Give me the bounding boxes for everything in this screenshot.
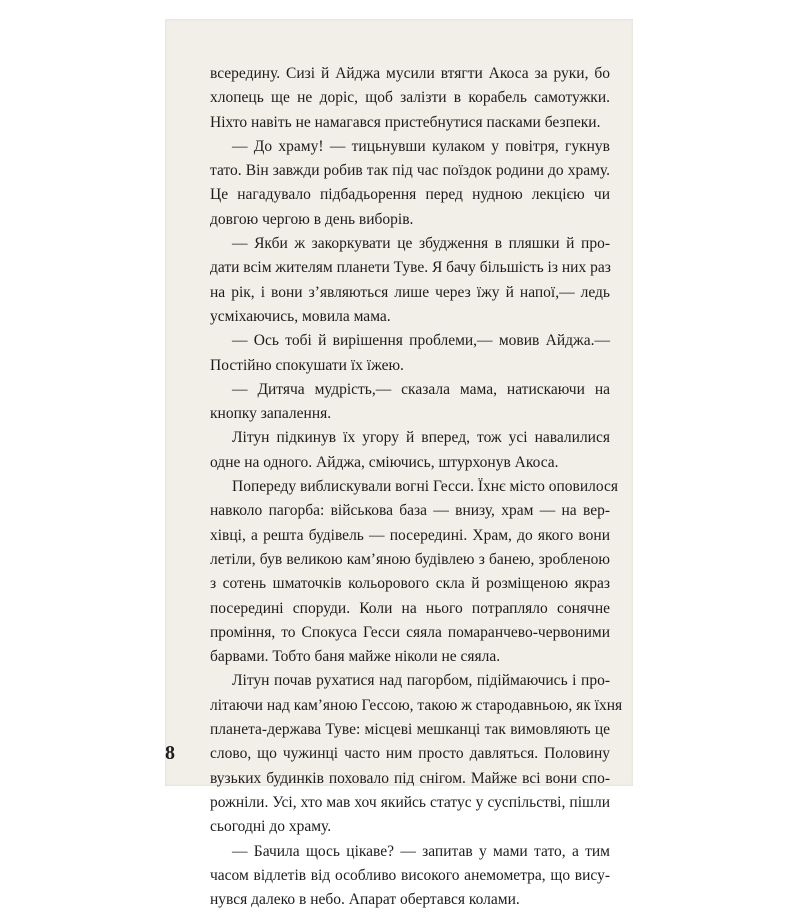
text-line: Літун підкинув їх угору й вперед, тож усі навалилися (232, 429, 610, 447)
text-line: планета-держава Туве: місцеві мешканці так вимовляють це (210, 721, 610, 739)
text-line: летіли, був великою кам’яною будівлею з банею, зробленою (210, 550, 610, 568)
text-line: на рік, і вони з’являються лише через їжу й напої,— ледь (210, 283, 610, 301)
text-line: літаючи над кам’яною Гессою, такою ж стародавньою, як їхня (210, 696, 623, 714)
text-line: Постійно спокушати їх їжею. (210, 356, 404, 374)
text-line: хлопець ще не доріс, щоб залізти в корабель самотужки. (210, 89, 610, 107)
page-number: 8 (165, 742, 175, 764)
text-line: навколо пагорба: військова база — внизу, храм — на вер- (210, 502, 610, 520)
text-line: слово, що чужинці часто ним просто давляться. Половину (210, 745, 610, 763)
text-line: сьогодні до храму. (210, 818, 332, 836)
text-line: кнопку запалення. (210, 405, 332, 423)
text-line: довгою чергою в день виборів. (210, 210, 414, 228)
text-line: всередину. Сизі й Айджа мусили втягти Акоса за руки, бо (210, 65, 610, 82)
text-line: — Бачила щось цікаве? — запитав у мами тато, а тим (232, 842, 610, 860)
text-line: часом відлетів від особливо високого анемометра, що вису- (210, 866, 610, 884)
text-line: — Дитяча мудрість,— сказала мама, натискаючи на (232, 380, 610, 398)
text-line: рожніли. Усі, хто мав хоч якийсь статус у суспільстві, пішли (210, 793, 610, 811)
text-line: тато. Він завжди робив так під час поїздок родини до храму. (210, 162, 610, 180)
text-line: Попереду виблискували вогні Гесси. Їхнє місто оповилося (232, 478, 619, 496)
text-line: посередині споруди. Коли на нього потрапляло сонячне (210, 599, 610, 617)
text-line: дати всім жителям планети Туве. Я бачу більшість із них раз (210, 259, 611, 277)
text-line: — Ось тобі й вирішення проблеми,— мовив Айджа.— (232, 332, 610, 350)
body-text (210, 62, 623, 912)
text-line: Ніхто навіть не намагався пристебнутися пасками безпеки. (210, 113, 601, 131)
text-line: Це нагадувало підбадьорення перед нудною лекцією чи (210, 186, 610, 204)
text-line: нувся далеко в небо. Апарат обертався колами. (210, 891, 520, 909)
text-line: вузьких будинків поховало під снігом. Майже всі вони спо- (210, 769, 610, 787)
text-line: — Якби ж закоркувати це збудження в пляшки й про- (232, 235, 610, 253)
text-line: проміння, то Спокуса Гесси сяяла помаранчево-червоними (210, 623, 610, 641)
text-line: — До храму! — тицьнувши кулаком у повітря, гукнув (232, 137, 610, 155)
text-line: з сотень шматочків кольорового скла й розміщеною якраз (210, 575, 610, 593)
text-line: хівці, а решта будівель — посередині. Храм, до якого вони (210, 526, 610, 544)
text-line: одне на одного. Айджа, сміючись, штурхонув Акоса. (210, 453, 559, 471)
text-line: усміхаючись, мовила мама. (210, 307, 391, 325)
text-line: Літун почав рухатися над пагорбом, підіймаючись і про- (232, 672, 610, 690)
text-line: барвами. Тобто баня майже ніколи не сяяла. (210, 648, 501, 666)
